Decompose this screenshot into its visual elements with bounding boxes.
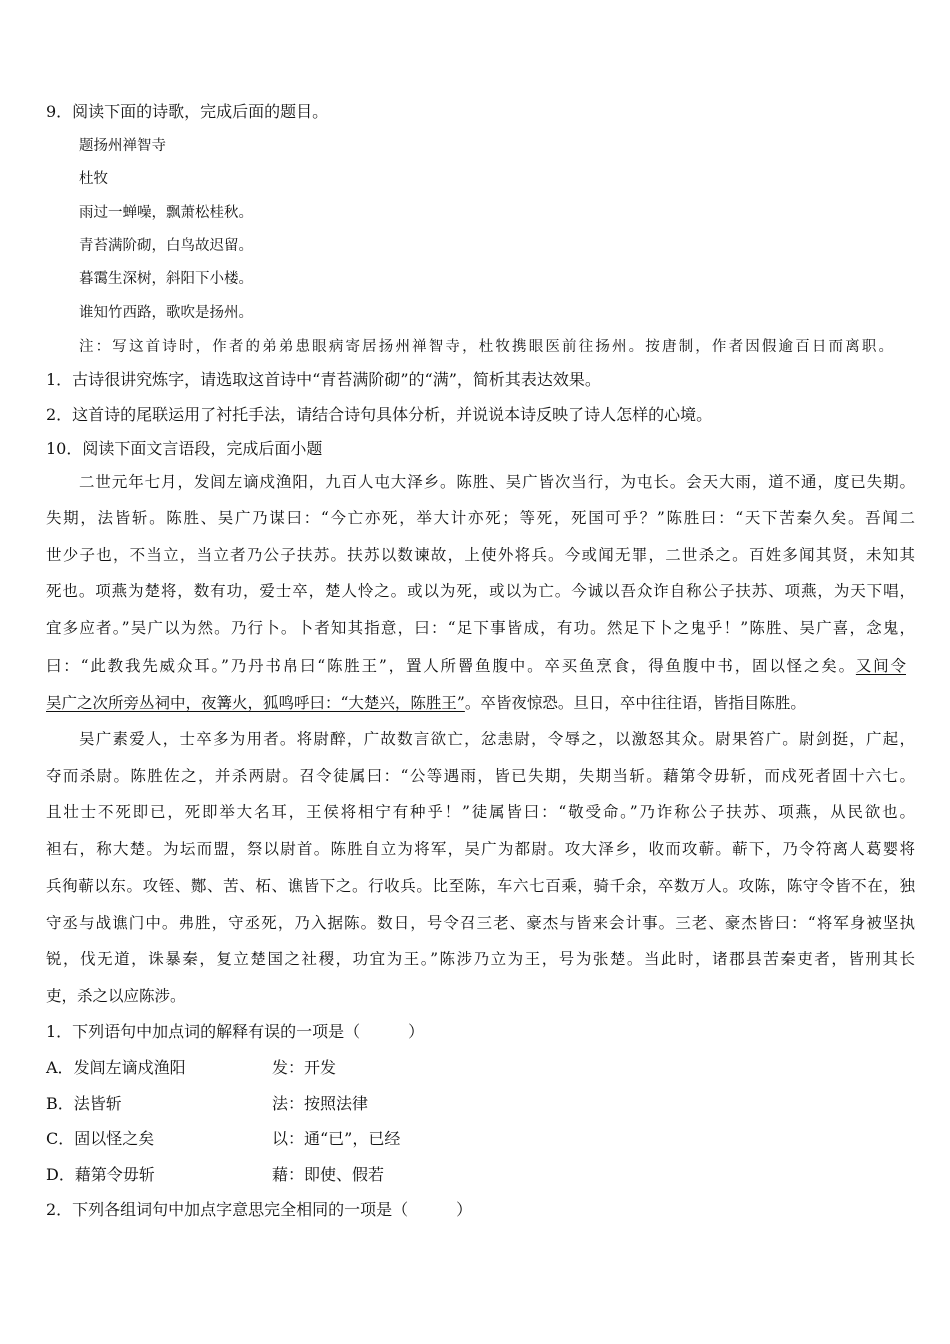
passage-line: 夺而杀尉。陈胜佐之，并杀两尉。召令徒属曰：“公等遇雨，皆已失期，失期当斩。藉第令毋斩，而戍死者固十六七。 bbox=[46, 767, 915, 785]
passage-line bbox=[46, 692, 806, 714]
option-a[interactable] bbox=[46, 1057, 926, 1079]
option-letter: B． bbox=[46, 1094, 74, 1113]
q9-sub1: 1．古诗很讲究炼字，请选取这首诗中“青苔满阶砌”的“满”，简析其表达效果。 bbox=[46, 370, 601, 389]
passage-line: 锐，伐无道，诛暴秦，复立楚国之社稷，功宜为王。”陈涉乃立为王，号为张楚。当此时，诸郡县苦秦吏者，皆刑其长 bbox=[46, 950, 915, 968]
passage-line: 死也。项燕为楚将，数有功，爱士卒，楚人怜之。或以为死，或以为亡。今诚以吾众诈自称公子扶苏、项燕，为天下唱， bbox=[46, 582, 915, 600]
option-phrase: 固以怪之矣 bbox=[74, 1129, 155, 1148]
poem-title: 题扬州禅智寺 bbox=[79, 138, 166, 154]
q9-prompt: 9．阅读下面的诗歌，完成后面的题目。 bbox=[46, 102, 329, 121]
poem-line: 雨过一蝉噪，飘萧松桂秋。 bbox=[79, 205, 253, 221]
option-letter: A． bbox=[46, 1058, 74, 1077]
passage-line: 二世元年七月，发闾左谪戍渔阳，九百人屯大泽乡。陈胜、吴广皆次当行，为屯长。会天大雨，道不通，度已失期。 bbox=[79, 473, 915, 491]
option-d[interactable] bbox=[46, 1164, 926, 1186]
passage-line: 吏，杀之以应陈涉。 bbox=[46, 987, 186, 1005]
option-phrase: 发闾左谪戍渔阳 bbox=[73, 1058, 186, 1077]
passage-line: 吴广素爱人，士卒多为用者。将尉醉，广故数言欲亡，忿恚尉，令辱之，以激怒其众。尉果笞广。尉剑挺，广起， bbox=[79, 730, 915, 748]
q10-sub1-stem: 1．下列语句中加点词的解释有误的一项是（ ） bbox=[46, 1022, 425, 1041]
passage-line: 失期，法皆斩。陈胜、吴广乃谋曰：“今亡亦死，举大计亦死；等死，死国可乎？”陈胜曰：“天下苦秦久矣。吾闻二 bbox=[46, 509, 915, 527]
q10-sub2-stem: 2．下列各组词句中加点字意思完全相同的一项是（ ） bbox=[46, 1200, 473, 1219]
passage-line bbox=[46, 655, 906, 677]
passage-text: 。卒皆夜惊恐。旦日，卒中往往语，皆指目陈胜。 bbox=[464, 694, 806, 712]
passage-line: 守丞与战谯门中。弗胜，守丞死，乃入据陈。数日，号令召三老、豪杰与皆来会计事。三老、豪杰皆曰：“将军身被坚执 bbox=[46, 914, 915, 932]
underlined-sentence: 吴广之次所旁丛祠中，夜篝火，狐鸣呼曰：“大楚兴，陈胜王” bbox=[46, 694, 465, 712]
option-letter: D． bbox=[46, 1165, 75, 1184]
option-gloss: 以：通“已”，已经 bbox=[272, 1129, 401, 1148]
poem-author: 杜牧 bbox=[79, 171, 108, 187]
option-c[interactable] bbox=[46, 1128, 926, 1150]
poem-note: 注：写这首诗时，作者的弟弟患眼病寄居扬州禅智寺，杜牧携眼医前往扬州。按唐制，作者因假逾百日而离职。 bbox=[79, 339, 893, 355]
q10-prompt: 10．阅读下面文言语段，完成后面小题 bbox=[46, 439, 323, 458]
option-gloss: 发：开发 bbox=[272, 1058, 337, 1077]
poem-line: 谁知竹西路，歌吹是扬州。 bbox=[79, 305, 253, 321]
poem-line: 暮霭生深树，斜阳下小楼。 bbox=[79, 271, 253, 287]
q9-sub2: 2．这首诗的尾联运用了衬托手法，请结合诗句具体分析，并说说本诗反映了诗人怎样的心境。 bbox=[46, 405, 713, 424]
option-phrase: 法皆斩 bbox=[73, 1094, 122, 1113]
passage-line: 宜多应者。”吴广以为然。乃行卜。卜者知其指意，曰：“足下事皆成，有功。然足下卜之鬼乎！”陈胜、吴广喜，念鬼， bbox=[46, 619, 915, 637]
passage-line: 兵徇蕲以东。攻铚、酂、苦、柘、谯皆下之。行收兵。比至陈，车六七百乘，骑千余，卒数万人。攻陈，陈守令皆不在，独 bbox=[46, 877, 915, 895]
option-gloss: 法：按照法律 bbox=[272, 1094, 369, 1113]
underlined-sentence: 又间令 bbox=[855, 657, 906, 675]
passage-line: 且壮士不死即已，死即举大名耳，王侯将相宁有种乎！”徒属皆曰：“敬受命。”乃诈称公子扶苏、项燕，从民欲也。 bbox=[46, 803, 915, 821]
passage-line: 袒右，称大楚。为坛而盟，祭以尉首。陈胜自立为将军，吴广为都尉。攻大泽乡，收而攻蕲。蕲下，乃令符离人葛婴将 bbox=[46, 840, 915, 858]
option-gloss: 藉：即使、假若 bbox=[272, 1165, 385, 1184]
option-b[interactable] bbox=[46, 1093, 926, 1115]
poem-line: 青苔满阶砌，白鸟故迟留。 bbox=[79, 238, 253, 254]
passage-line: 世少子也，不当立，当立者乃公子扶苏。扶苏以数谏故，上使外将兵。今或闻无罪，二世杀之。百姓多闻其贤，未知其 bbox=[46, 546, 915, 564]
option-letter: C． bbox=[46, 1129, 75, 1148]
passage-text: 曰：“此教我先威众耳。”乃丹书帛曰“陈胜王”，置人所罾鱼腹中。卒买鱼烹食，得鱼腹中书，固以怪之矣。 bbox=[46, 657, 856, 675]
option-phrase: 藉第令毋斩 bbox=[74, 1165, 155, 1184]
